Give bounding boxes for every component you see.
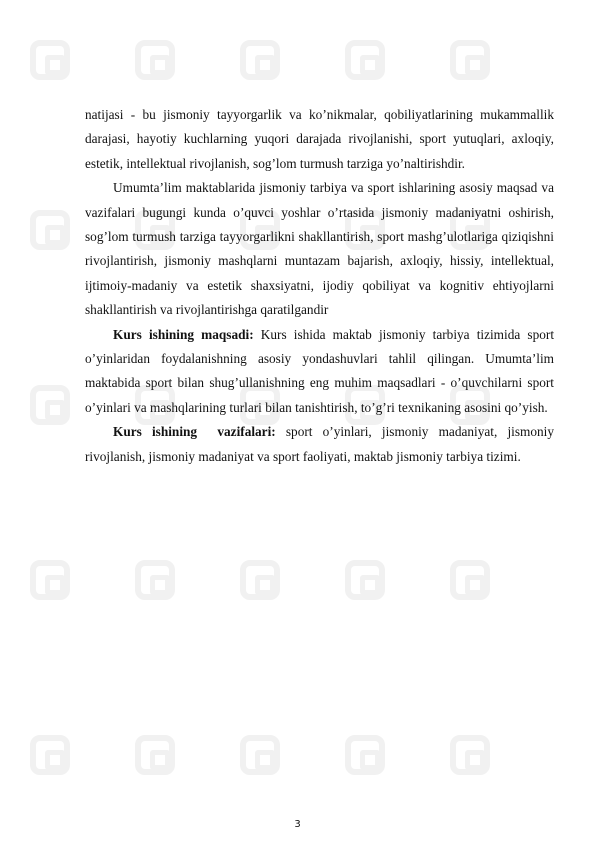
watermark-logo bbox=[30, 735, 70, 775]
watermark-logo bbox=[30, 385, 70, 425]
paragraph-course-tasks bbox=[85, 420, 554, 469]
paragraph-text: natijasi - bu jismoniy tayyorgarlik va ko’nikmalar, qobiliyatlarining mukammallik darajasi, hayotiy kuchlarning yuqori darajada rivojlanishi, sport yutuqlari, axloqiy, estetik, intellektual rivojlanish, sog’lom turmush tarziga yo’naltirishdir. bbox=[85, 107, 554, 171]
watermark-logo bbox=[135, 40, 175, 80]
watermark-logo bbox=[450, 735, 490, 775]
watermark-logo bbox=[345, 40, 385, 80]
watermark-logo bbox=[30, 210, 70, 250]
paragraph-text: Kurs ishida maktab jismoniy tarbiya tizimida sport o’yinlaridan foydalanishning asosiy yondashuvlari tahlil qilingan. Umumta’lim maktabida sport bilan shug’ullanishning eng muhim maqsadlari - o’quvchilarni sport o’yinlari va mashqlarining turlari bilan tanishtirish, to’g’ri texnikaning asosini qo’yish. bbox=[85, 326, 555, 415]
watermark-logo bbox=[240, 560, 280, 600]
watermark-logo bbox=[135, 735, 175, 775]
document-body bbox=[85, 103, 554, 469]
watermark-logo bbox=[30, 40, 70, 80]
paragraph-heading: Kurs ishining vazifalari: bbox=[113, 424, 276, 440]
watermark-logo bbox=[345, 735, 385, 775]
watermark-logo bbox=[30, 560, 70, 600]
watermark-logo bbox=[240, 40, 280, 80]
paragraph-text: Umumta’lim maktablarida jismoniy tarbiya va sport ishlarining asosiy maqsad va vazifalari bugungi kunda o’quvci yoshlar o’rtasida jismoniy madaniyatni oshirish, sog’lom turmush tarziga tayyorgarlikni shakllantirish, sport mashg’ulotlariga qiziqishni rivojlantirish, jismoniy mashqlarni muntazam bajarish, axloqiy, hissiy, intellektual, ijtimoiy-madaniy va estetik shaxsiyatni, ijodiy qobiliyat va kognitiv ehtiyojlarni shakllantirish va rivojlantirishga qaratilgandir bbox=[85, 180, 554, 318]
paragraph-goals-overview bbox=[85, 176, 554, 322]
watermark-logo bbox=[450, 40, 490, 80]
paragraph-intro bbox=[85, 103, 554, 176]
paragraph-heading: Kurs ishining maqsadi: bbox=[113, 326, 254, 342]
paragraph-course-aim bbox=[85, 323, 554, 421]
paragraph-text: sport o’yinlari, jismoniy madaniyat, jismoniy rivojlanish, jismoniy madaniyat va sport faoliyati, maktab jismoniy tarbiya tizimi. bbox=[85, 424, 555, 464]
watermark-logo bbox=[345, 560, 385, 600]
watermark-logo bbox=[450, 560, 490, 600]
watermark-logo bbox=[135, 560, 175, 600]
watermark-logo bbox=[240, 735, 280, 775]
page-number: 3 bbox=[294, 819, 301, 830]
